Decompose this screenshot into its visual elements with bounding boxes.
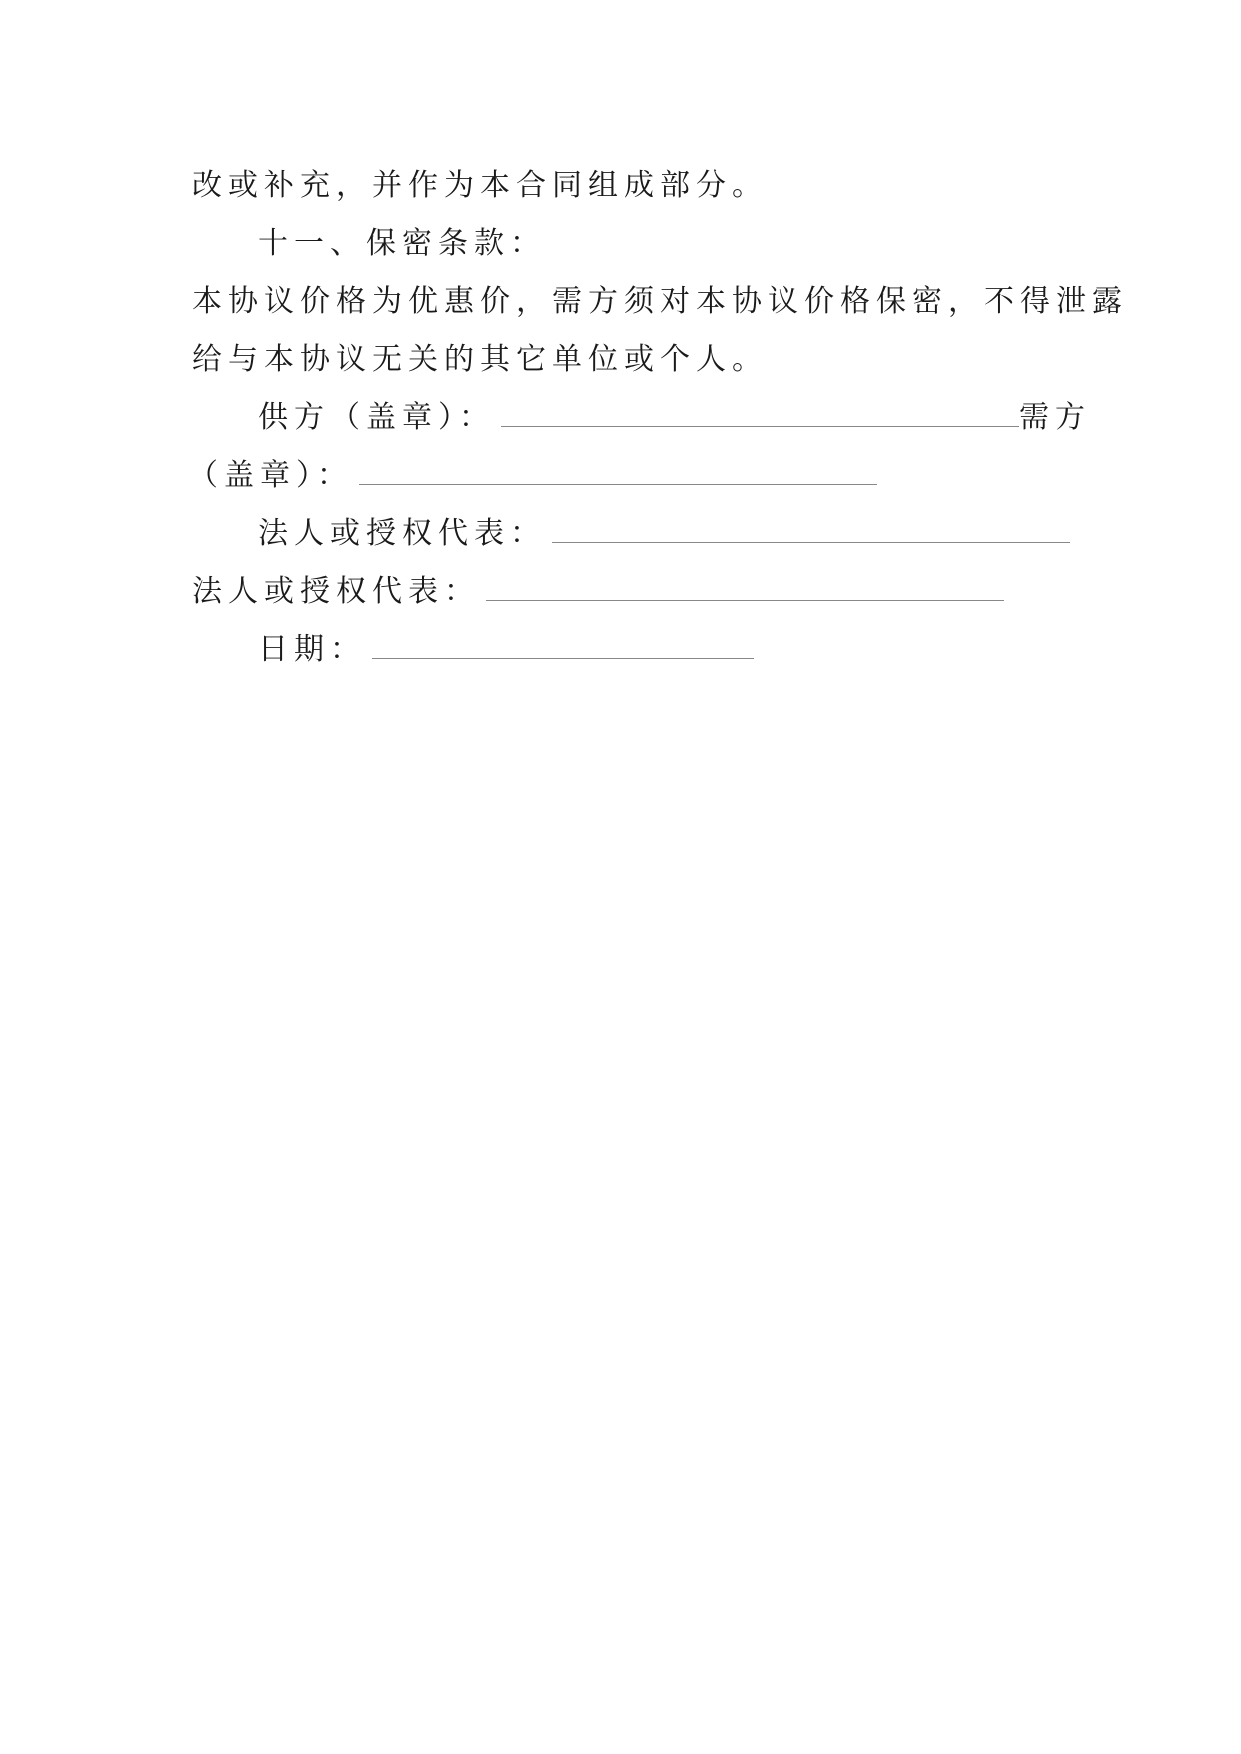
buyer-prefix-label: 需方 bbox=[1019, 400, 1091, 435]
buyer-representative-blank[interactable] bbox=[486, 578, 1004, 601]
section-heading-confidentiality bbox=[258, 224, 1118, 264]
supplier-representative-label: 法人或授权代表： bbox=[258, 516, 546, 551]
buyer-seal-blank[interactable] bbox=[359, 462, 877, 485]
paragraph-confidentiality-line-2 bbox=[192, 340, 1052, 380]
supplier-seal-row bbox=[258, 398, 1118, 438]
buyer-representative-row bbox=[192, 572, 1052, 612]
supplier-representative-row bbox=[258, 514, 1118, 554]
buyer-seal-label: （盖章）： bbox=[188, 458, 353, 493]
supplier-representative-blank[interactable] bbox=[552, 520, 1070, 543]
supplier-seal-blank[interactable] bbox=[501, 404, 1019, 427]
paragraph-text: 本协议价格为优惠价，需方须对本协议价格保密，不得泄露 bbox=[192, 284, 1128, 319]
buyer-seal-row bbox=[188, 456, 1048, 496]
paragraph-amendment bbox=[192, 166, 1052, 206]
section-heading-text: 十一、保密条款： bbox=[258, 226, 546, 261]
paragraph-confidentiality-line-1 bbox=[192, 282, 1128, 322]
paragraph-text: 改或补充，并作为本合同组成部分。 bbox=[192, 168, 768, 203]
date-label: 日期： bbox=[258, 632, 366, 667]
buyer-representative-label: 法人或授权代表： bbox=[192, 574, 480, 609]
supplier-seal-label: 供方（盖章）： bbox=[258, 400, 495, 435]
paragraph-text: 给与本协议无关的其它单位或个人。 bbox=[192, 342, 768, 377]
date-row bbox=[258, 630, 1118, 670]
date-blank[interactable] bbox=[372, 636, 754, 659]
